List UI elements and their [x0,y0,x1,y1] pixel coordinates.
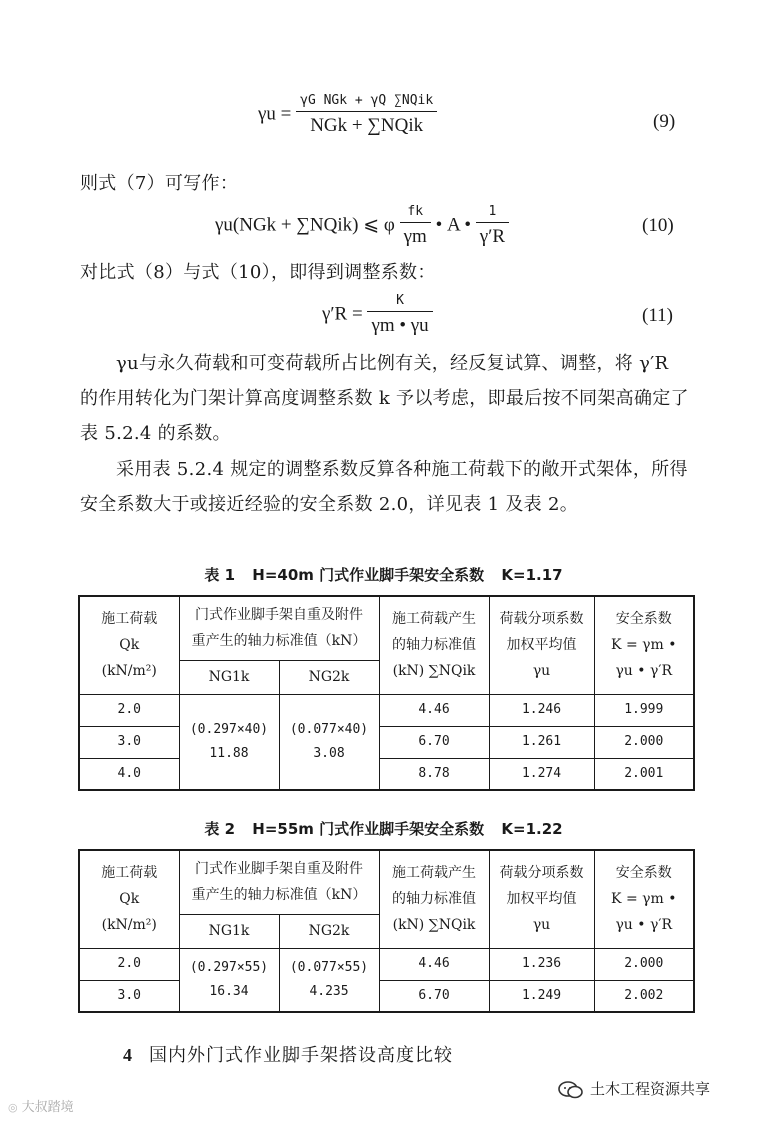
table1-sum: 4.46 [379,694,489,726]
table1-gamma: 1.246 [489,694,594,726]
table2-ng2k-value: (0.077×55) 4.235 [279,948,379,1012]
table2-header-ng1k: NG1k [179,914,279,948]
eq11-denominator: γm • γu [371,315,429,336]
watermark-left: ◎ 大叔踏境 [8,1100,74,1115]
eq11-number: (11) [642,305,673,326]
table2-caption-title: H=55m 门式作业脚手架安全系数 [252,820,485,838]
equation-9 [258,93,437,137]
table1-gamma: 1.274 [489,758,594,790]
table2-ng1k-value: (0.297×55) 16.34 [179,948,279,1012]
table2-gamma: 1.236 [489,948,594,980]
table1-k: 2.000 [594,726,694,758]
table2-header-load: 施工荷载 Qk (kN/m²) [79,850,179,948]
table-row [79,980,694,1012]
table2-q: 2.0 [79,948,179,980]
eq11-fraction [367,293,432,337]
table-1 [78,595,695,791]
eq10-frac1-num: fk [400,204,431,223]
table-2 [78,849,695,1013]
table1-q: 3.0 [79,726,179,758]
table2-k: 2.002 [594,980,694,1012]
eq10-frac1-den: γm [403,226,427,247]
eq11-lhs: γ′R = [322,303,363,325]
table1-gamma: 1.261 [489,726,594,758]
table2-caption-k: K=1.22 [501,820,563,838]
table-row [79,948,694,980]
table2-header-safety: 安全系数 K = γm • γu • γ′R [594,850,694,948]
table2-caption [0,818,767,839]
table1-k: 2.001 [594,758,694,790]
line-rewrite: 则式（7）可写作： [80,173,239,194]
watermark-right: 土木工程资源共享 [558,1078,710,1099]
paragraph-1: γu与永久荷载和可变荷载所占比例有关，经反复试算、调整，将 γ′R 的作用转化为门架计算高度调整系数 k 予以考虑，即最后按不同架高确定了表 5.2.4 的系数。 [80,353,689,444]
eq10-number: (10) [642,215,674,236]
equation-10 [215,204,509,248]
eq9-number: (9) [653,111,676,132]
table1-q: 2.0 [79,694,179,726]
table-row [79,726,694,758]
table2-k: 2.000 [594,948,694,980]
table2-gamma: 1.249 [489,980,594,1012]
table2-header-row [79,850,694,914]
eq10-frac2-den: γ′R [479,226,506,247]
table1-k: 1.999 [594,694,694,726]
table1-header-axial: 施工荷载产生 的轴力标准值 (kN) ∑NQik [379,596,489,694]
eq10-fraction-1 [400,204,431,248]
eq9-fraction [296,93,437,137]
table1-caption-k: K=1.17 [501,566,563,584]
eq9-denominator: NGk + ∑NQik [310,115,424,136]
watermark-logo-icon: ◎ [8,1101,18,1114]
table-row [79,694,694,726]
table1-ng1k-value: (0.297×40) 11.88 [179,694,279,790]
table1-sum: 6.70 [379,726,489,758]
table1-ng2k-value: (0.077×40) 3.08 [279,694,379,790]
table2-header-selfweight: 门式作业脚手架自重及附件 重产生的轴力标准值（kN） [179,850,379,914]
section-title: 国内外门式作业脚手架搭设高度比较 [149,1045,453,1066]
table2-header-axial: 施工荷载产生 的轴力标准值 (kN) ∑NQik [379,850,489,948]
equation-11 [322,293,433,337]
table1-sum: 8.78 [379,758,489,790]
table1-header-ng1k: NG1k [179,660,279,694]
table1-header-safety: 安全系数 K = γm • γu • γ′R [594,596,694,694]
table1-caption [0,564,767,585]
table2-header-gamma: 荷载分项系数 加权平均值 γu [489,850,594,948]
eq9-numerator: γG NGk + γQ ∑NQik [296,93,437,112]
section-heading [123,1041,453,1067]
table1-caption-number: 表 1 [204,566,236,584]
section-number: 4 [123,1045,133,1065]
table-row [79,758,694,790]
table1-caption-title: H=40m 门式作业脚手架安全系数 [252,566,485,584]
table1-header-ng2k: NG2k [279,660,379,694]
table1-q: 4.0 [79,758,179,790]
eq10-mid: • A • [435,214,472,236]
table2-sum: 4.46 [379,948,489,980]
table2-header-ng2k: NG2k [279,914,379,948]
eq10-left: γu(NGk + ∑NQik) ⩽ φ [215,214,395,236]
eq9-lhs: γu = [258,103,292,125]
line-compare: 对比式（8）与式（10），即得到调整系数： [80,262,436,283]
eq10-frac2-num: 1 [476,204,509,223]
table2-caption-number: 表 2 [204,820,236,838]
wechat-icon [558,1081,584,1099]
table1-header-row [79,596,694,660]
table1-header-selfweight: 门式作业脚手架自重及附件 重产生的轴力标准值（kN） [179,596,379,660]
eq10-fraction-2 [476,204,509,248]
table2-q: 3.0 [79,980,179,1012]
table1-header-gamma: 荷载分项系数 加权平均值 γu [489,596,594,694]
table1-header-load: 施工荷载 Qk (kN/m²) [79,596,179,694]
eq11-numerator: K [367,293,432,312]
table2-sum: 6.70 [379,980,489,1012]
paragraph-2: 采用表 5.2.4 规定的调整系数反算各种施工荷载下的敞开式架体，所得安全系数大于或接近经验的安全系数 2.0，详见表 1 及表 2。 [80,459,688,515]
